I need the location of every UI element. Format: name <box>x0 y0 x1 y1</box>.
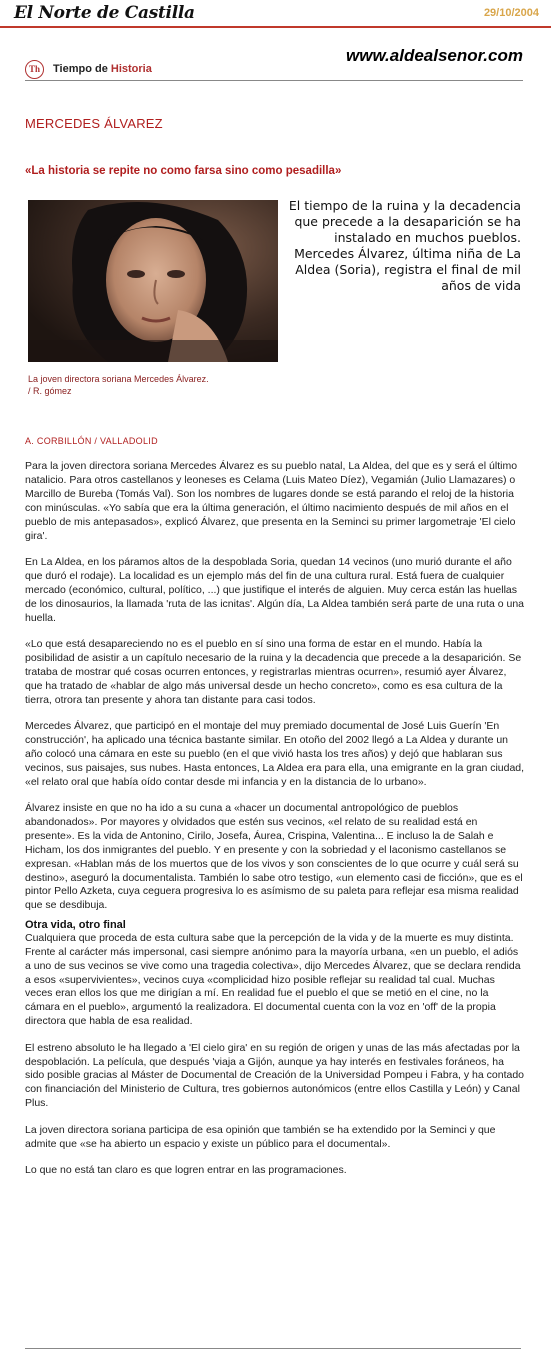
photo-caption <box>28 373 268 397</box>
publication-date: 29/10/2004 <box>483 7 539 19</box>
section-title-plain: Tiempo de <box>53 63 111 75</box>
footer-rule <box>25 1348 521 1349</box>
section-title-accent: Historia <box>110 63 152 75</box>
article-standfirst: El tiempo de la ruina y la decadencia que precede a la desaparición se ha instalado en muchos pueblos. Mercedes Álvarez, última niña de La Aldea (Soria), registra el final de mil años de vida <box>288 198 521 293</box>
article-headline: «La historia se repite no como farsa sino como pesadilla» <box>25 165 342 177</box>
tiempo-historia-icon: Th <box>25 60 44 79</box>
body-paragraph: Álvarez insiste en que no ha ido a su cuna a «hacer un documental antropológico de pueblos abandonados». Por mayores y olvidados que estén sus vecinos, «el relato de su realidad está en presente». Es la vida de Antonino, Cirilo, Josefa, Áurea, Crispina, Valentina... E incluso la de Salah e Hicham, los dos inmigrantes del pueblo. Y en presente y con la sobriedad y el laconismo castellanos se expresan. «Hablan más de los muertos que de los vivos y son conscientes de lo que ocurre y cuál será su destino», aseguró la documentalista. También lo sabe otro testigo, «un elemento casi de ficción», que es el pintor Pello Azketa, cuya ceguera progresiva lo es asímismo de su paleta para reflejar esa misma realidad que se desdibuja. <box>25 802 523 912</box>
article-photo <box>28 200 278 362</box>
body-paragraph: Mercedes Álvarez, que participó en el montaje del muy premiado documental de José Luis Guerín 'En construcción', ha aplicado una técnica bastante similar. En otoño del 2002 llegó a La Aldea y durante un año colocó una cámara en este su pueblo (en el que vivió hasta los tres años) y dejó que hablaran sus vecinos, sus paisajes, sus nubes. Hasta entonces, La Aldea era para ella, una emigrante en la gran ciudad, «el relato oral que había oído contar desde mi infancia y en la distancia de lo urbano». <box>25 720 525 788</box>
body-paragraph: Lo que no está tan claro es que logren entrar en las programaciones. <box>25 1163 347 1176</box>
masthead-rule <box>0 26 551 28</box>
section-title <box>53 63 152 75</box>
article-subject-name: MERCEDES ÁLVAREZ <box>25 116 163 131</box>
masthead <box>0 0 551 28</box>
article-subhead: Otra vida, otro final <box>25 918 126 931</box>
article-byline: A. CORBILLÓN / VALLADOLID <box>25 436 158 446</box>
site-url-link[interactable]: www.aldealsenor.com <box>346 46 523 65</box>
body-paragraph: La joven directora soriana participa de esa opinión que también se ha extendido por la Seminci y que admite que «se ha abierto un espacio y existe un público para el documental». <box>25 1123 496 1150</box>
photo-credit: / R. gómez <box>28 386 72 396</box>
body-paragraph: El estreno absoluto le ha llegado a 'El cielo gira' en su región de origen y unas de las más afectadas por la despoblación. La película, que después 'viaja a Gijón, aunque ya hay interés en festivales foráneos, ha sido posible gracias al Máster de Documental de Creación de la Universidad Pompeu i Fabra, y ha contado con financiación del Ministerio de Cultura, tres gobiernos autonómicos (entre ellos Castilla y León) y Canal Plus. <box>25 1041 525 1110</box>
body-paragraph: Cualquiera que proceda de esta cultura sabe que la percepción de la vida y de la muerte es muy distinta. Frente al carácter más impersonal, casi siempre anónimo para la mayoría urbana, «en un pueblo, el adiós a uno de sus vecinos se vive como una tragedia colectiva», dijo Mercedes Álvarez, que se declara rendida a esos «supervivientes», vecinos cuya «complicidad hizo posible reflejar su realidad tal cual. Muchas veces eran ellos los que me dirigían a mí. En realidad fue el pueblo el que se metió en el cine, no la cámara en el pueblo», argumentó la realizadora. El documental cuenta con la voz en 'off' de la propia directora que habla de esa realidad. <box>25 931 521 1028</box>
newspaper-logo[interactable]: El Norte de Castilla <box>14 3 195 23</box>
body-paragraph: Para la joven directora soriana Mercedes Álvarez es su pueblo natal, La Aldea, del que es y será el último natalicio. Para otros castellanos y leoneses es Celama (Luis Mateo Díez), Vegamián (Julio Llamazares) o Marcillo de Bureba (Tomás Val). Son los nombres de lugares donde se está parando el reloj de la historia con minúsculas. «Yo sabía que era la última generación, el último nacimiento después de mil años en el pueblo de mis antepasados», explicó Álvarez, que presenta en la Seminci su primer largometraje 'El cielo gira'. <box>25 460 518 542</box>
body-paragraph: «Lo que está desapareciendo no es el pueblo en sí sino una forma de estar en el mundo. Había la posibilidad de asistir a un capítulo necesario de la ruina y la decadencia que precede a la desaparición. Se trataba de mostrar qué cosas ocurren entonces, y registrarlas mientras ocurren», resumió ayer Álvarez, que ha tratado de «hablar de algo más universal desde un hecho concreto», como es esa cultura de la tierra, otrora tan presente y ahora tan distante para casi todos. <box>25 637 522 706</box>
section-header <box>25 46 523 82</box>
article-body <box>25 460 525 1190</box>
body-paragraph: En La Aldea, en los páramos altos de la despoblada Soria, quedan 14 vecinos (uno murió durante el año que duró el rodaje). La localidad es un ejemplo más del fin de una cultura rural. Está fuera de cualquier mercado (económico, cultural, político, ...) que justifique el interés de alguien. Muy cerca están las huellas de los dinosaurios, la llamada 'ruta de las icnitas'. Algún día, La Aldea también será parte de una ruta o una huella. <box>25 555 524 624</box>
portrait-photo-illustration <box>28 200 278 362</box>
section-rule <box>25 80 523 81</box>
photo-caption-text: La joven directora soriana Mercedes Álvarez. <box>28 374 209 384</box>
